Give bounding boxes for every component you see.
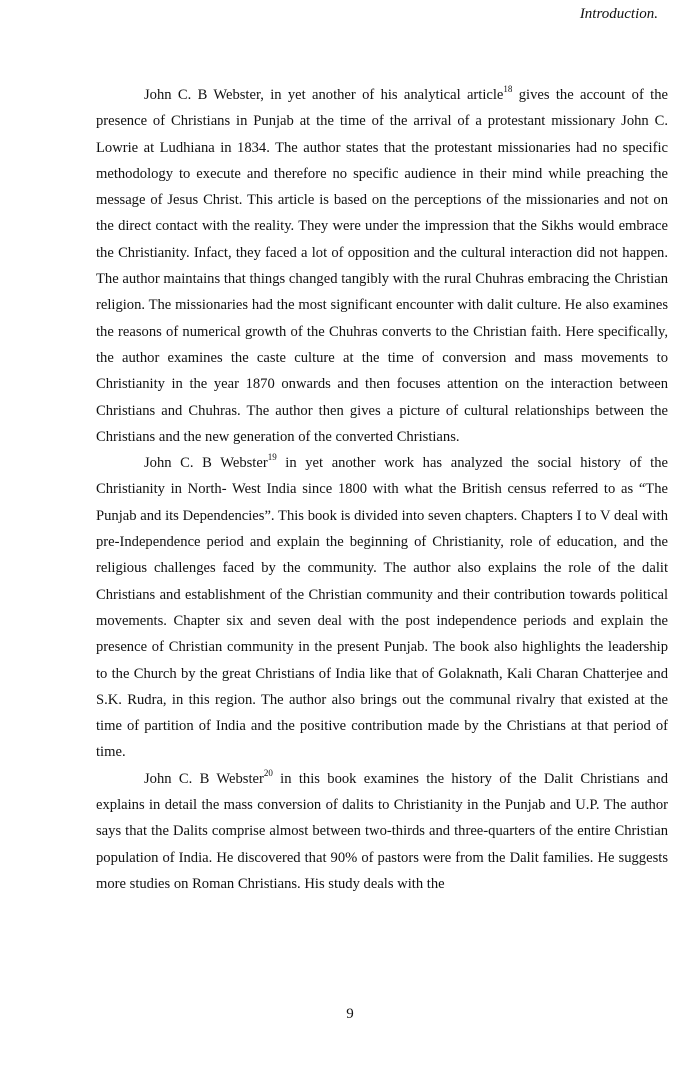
paragraph-lead: John C. B Webster, in yet another of his analytical article: [144, 87, 504, 103]
footnote-ref-18[interactable]: 18: [503, 84, 513, 94]
paragraph-text: in this book examines the history of the Dalit Christians and explains in detail the mass conversion of dalits to Christianity in the Punjab and U.P. The author says that the Dalits comprise almost between two-thirds and three-quarters of the entire Christian population of India. He discovered that 90% of pastors were from the Dalit families. He suggests more studies on Roman Christians. His study deals with the: [96, 770, 668, 892]
footnote-ref-20[interactable]: 20: [263, 767, 273, 778]
running-header: Introduction.: [579, 6, 658, 22]
paragraph-webster-dalit-christians: [96, 766, 668, 897]
page-number: 9: [346, 1006, 354, 1022]
paragraph-webster-article: [96, 82, 668, 450]
paragraph-webster-social-history: [96, 450, 668, 766]
paragraph-lead: John C. B Webster: [144, 455, 268, 472]
footnote-ref-19[interactable]: 19: [267, 452, 277, 463]
body-text: [96, 82, 668, 897]
paragraph-text: in yet another work has analyzed the social history of the Christianity in North- West India since 1800 with what the British census referred to as “The Punjab and its Dependencies”. This book is divided into seven chapters. Chapters I to V deal with pre-Independence period and explain the beginning of Christianity, role of education, and the religious challenges faced by the community. The author also explains the role of the dalit Christians and establishment of the Christian community and their contribution towards political movements. Chapter six and seven deal with the post independence periods and explain the presence of Christian community in the present Punjab. The book also highlights the leadership to the Church by the great Christians of India like that of Golaknath, Kali Charan Chatterjee and S.K. Rudra, in this region. The author also brings out the communal rivalry that existed at the time of partition of India and the positive contribution made by the Christians at that period of time.: [96, 455, 668, 761]
paragraph-text: gives the account of the presence of Christians in Punjab at the time of the arrival of a protestant missionary John C. Lowrie at Ludhiana in 1834. The author states that the protestant missionaries had no specific methodology to execute and therefore no specific audience in their mind while preaching the message of Jesus Christ. This article is based on the perceptions of the missionaries and not on the direct contact with the reality. They were under the impression that the Sikhs would embrace the Christianity. Infact, they faced a lot of opposition and the cultural interaction did not happen. The author maintains that things changed tangibly with the rural Chuhras embracing the Christian religion. The missionaries had the most significant encounter with dalit culture. He also examines the reasons of numerical growth of the Chuhras converts to the Christian faith. Here specifically, the author examines the caste culture at the time of conversion and mass movements to Christianity in the year 1870 onwards and then focuses attention on the interaction between Christians and Chuhras. The author then gives a picture of cultural relationships between the Christians and the new generation of the converted Christians.: [96, 87, 668, 445]
paragraph-lead: John C. B Webster: [144, 770, 264, 787]
